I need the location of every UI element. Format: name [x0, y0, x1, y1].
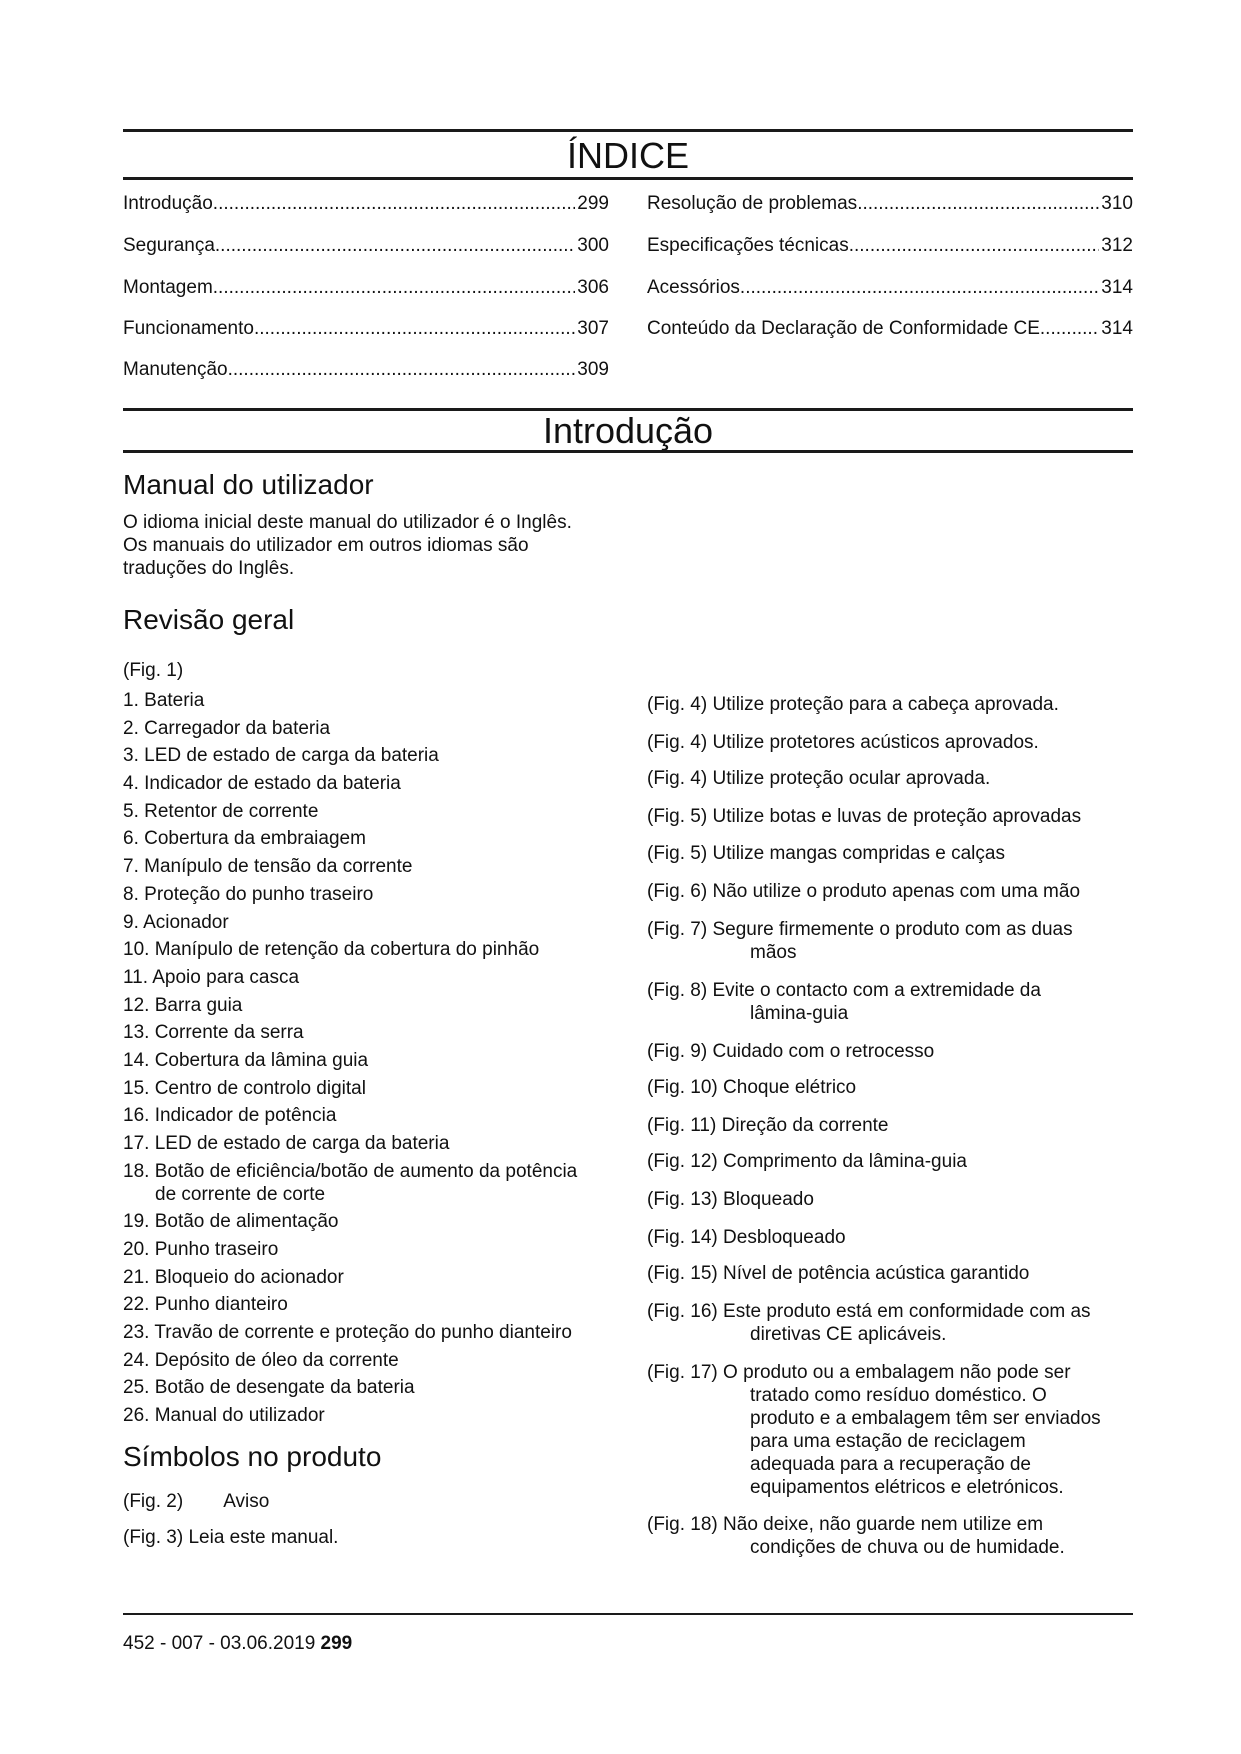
- list-item: 6. Cobertura da embraiagem: [123, 828, 366, 850]
- symbol-item: (Fig. 4) Utilize proteção ocular aprovada.: [647, 768, 991, 789]
- symbol-item: (Fig. 2) Aviso: [123, 1491, 270, 1512]
- list-item: 5. Retentor de corrente: [123, 800, 319, 822]
- list-item: 3. LED de estado de carga da bateria: [123, 745, 439, 767]
- symbols-heading: Símbolos no produto: [123, 1441, 382, 1472]
- list-item: 8. Proteção do punho traseiro: [123, 883, 374, 905]
- list-item: 14. Cobertura da lâmina guia: [123, 1049, 369, 1071]
- parts-list: [123, 689, 623, 1432]
- symbol-item: (Fig. 5) Utilize botas e luvas de proteção aprovadas: [647, 806, 1082, 827]
- list-item: 12. Barra guia: [123, 994, 243, 1016]
- list-item: 16. Indicador de potência: [123, 1105, 337, 1127]
- manual-heading: Manual do utilizador: [123, 469, 374, 500]
- toc-title: ÍNDICE: [566, 135, 689, 176]
- symbol-item: (Fig. 12) Comprimento da lâmina-guia: [647, 1151, 967, 1172]
- symbol-item: (Fig. 15) Nível de potência acústica garantido: [647, 1263, 1030, 1284]
- document-code: 452 - 007 - 03.06.2019: [123, 1633, 316, 1654]
- list-item: 17. LED de estado de carga da bateria: [123, 1133, 450, 1154]
- symbol-item: (Fig. 4) Utilize proteção para a cabeça aprovada.: [647, 694, 1059, 715]
- toc-entry[interactable]: Montagem ..... 306: [123, 276, 609, 300]
- list-item: 24. Depósito de óleo da corrente: [123, 1349, 399, 1371]
- overview-fig-ref: (Fig. 1): [123, 660, 184, 681]
- symbol-item: (Fig. 10) Choque elétrico: [647, 1077, 857, 1098]
- symbol-item: (Fig. 6) Não utilize o produto apenas com uma mão: [647, 881, 1081, 902]
- symbol-item: (Fig. 5) Utilize mangas compridas e calças: [647, 843, 1005, 864]
- toc-entry[interactable]: Introdução ..... 299: [123, 192, 609, 216]
- toc-entry[interactable]: Acessórios ..... 314: [647, 276, 1133, 300]
- list-item: 2. Carregador da bateria: [123, 717, 331, 739]
- list-item: 9. Acionador: [123, 911, 229, 933]
- symbol-item: (Fig. 7) Segure firmemente o produto com as duas mãos: [647, 919, 1073, 963]
- list-item: 26. Manual do utilizador: [123, 1405, 325, 1426]
- list-item: 4. Indicador de estado da bateria: [123, 773, 401, 795]
- list-item: 15. Centro de controlo digital: [123, 1077, 366, 1099]
- symbol-item: (Fig. 8) Evite o contacto com a extremidade da lâmina-guia: [647, 980, 1041, 1024]
- toc-top-rule: [123, 129, 1133, 132]
- list-item: 7. Manípulo de tensão da corrente: [123, 856, 413, 878]
- symbol-item: (Fig. 17) O produto ou a embalagem não pode ser tratado como resíduo doméstico. O produto e a embalagem têm ser enviados para uma estação de reciclagem adequada para a recuperação de equipamentos elétricos e eletrónicos.: [647, 1362, 1101, 1498]
- list-item: 18. Botão de eficiência/botão de aumento da potência de corrente de corte: [123, 1160, 578, 1205]
- footer-rule: [123, 1613, 1133, 1615]
- symbol-item: (Fig. 18) Não deixe, não guarde nem utilize em condições de chuva ou de humidade.: [647, 1514, 1065, 1558]
- symbol-item: (Fig. 11) Direção da corrente: [647, 1115, 889, 1136]
- symbol-item: (Fig. 3) Leia este manual.: [123, 1527, 339, 1548]
- toc-entry[interactable]: Segurança ..... 300: [123, 234, 609, 258]
- symbol-item: (Fig. 4) Utilize protetores acústicos aprovados.: [647, 732, 1039, 753]
- intro-title: Introdução: [542, 410, 714, 451]
- list-item: 22. Punho dianteiro: [123, 1294, 288, 1316]
- symbol-item: (Fig. 9) Cuidado com o retrocesso: [647, 1041, 935, 1062]
- list-item: 23. Travão de corrente e proteção do punho dianteiro: [123, 1321, 572, 1343]
- symbol-item: (Fig. 16) Este produto está em conformidade com as diretivas CE aplicáveis.: [647, 1301, 1091, 1345]
- toc-entry[interactable]: Resolução de problemas ..... 310: [647, 192, 1133, 216]
- symbol-item: (Fig. 14) Desbloqueado: [647, 1227, 846, 1248]
- list-item: 10. Manípulo de retenção da cobertura do pinhão: [123, 939, 540, 961]
- list-item: 13. Corrente da serra: [123, 1022, 304, 1044]
- toc-entry[interactable]: Especificações técnicas ..... 312: [647, 234, 1133, 258]
- list-item: 25. Botão de desengate da bateria: [123, 1377, 415, 1399]
- toc-entry[interactable]: Funcionamento ..... 307: [123, 317, 609, 341]
- intro-bottom-rule: [123, 450, 1133, 453]
- page-footer: [123, 1632, 352, 1656]
- page-number: 299: [320, 1633, 353, 1654]
- list-item: 19. Botão de alimentação: [123, 1211, 339, 1233]
- symbol-item: (Fig. 13) Bloqueado: [647, 1189, 814, 1210]
- manual-text: O idioma inicial deste manual do utilizador é o Inglês. Os manuais do utilizador em outros idiomas são traduções do Inglês.: [123, 512, 572, 579]
- list-item: 20. Punho traseiro: [123, 1238, 279, 1260]
- list-item: 11. Apoio para casca: [123, 966, 300, 988]
- toc-bottom-rule: [123, 177, 1133, 180]
- toc-entry[interactable]: Manutenção ..... 309: [123, 358, 609, 382]
- overview-heading: Revisão geral: [123, 604, 295, 635]
- list-item: 21. Bloqueio do acionador: [123, 1266, 344, 1288]
- list-item: 1. Bateria: [123, 690, 205, 711]
- toc-entry[interactable]: Conteúdo da Declaração de Conformidade CE ..... 314: [647, 317, 1133, 341]
